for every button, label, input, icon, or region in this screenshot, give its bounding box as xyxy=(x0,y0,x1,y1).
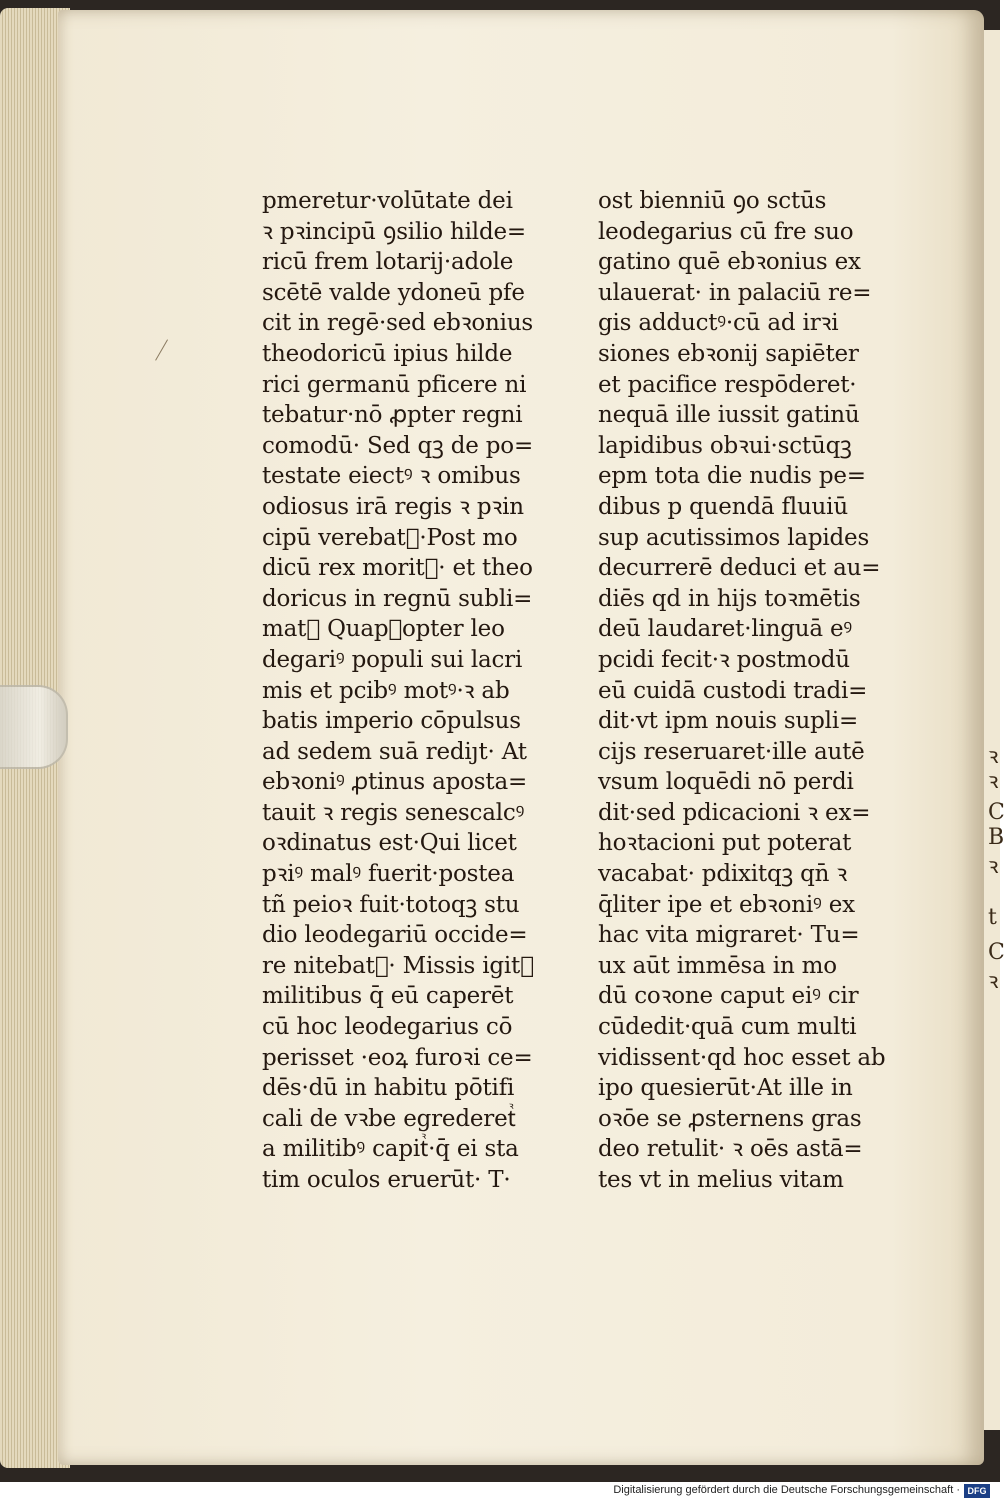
text-line: dū coꝛone caput eiꝰ cir xyxy=(598,983,859,1010)
text-line: tñ peioꝛ fuit·totoqꝫ stu xyxy=(262,891,520,918)
text-line: tebatur·nō ꝓpter regni xyxy=(262,402,523,429)
text-line: pcidi fecit·ꝛ postmodū xyxy=(598,646,850,673)
footer-bar xyxy=(0,1482,1000,1501)
text-line: batis imperio cōpulsus xyxy=(262,708,521,735)
edge-letter: C xyxy=(988,800,1005,825)
text-line: eū cuidā custodi tradi= xyxy=(598,677,868,704)
text-line: tim oculos eruerūt· T· xyxy=(262,1167,511,1193)
text-line: diēs qd in hijs toꝛmētis xyxy=(598,585,861,612)
text-line: ipo quesierūt·At ille in xyxy=(598,1075,853,1102)
text-line: pmeretur·volūtate dei xyxy=(262,188,513,214)
text-line: dit·sed pdicacioni ꝛ ex= xyxy=(598,799,871,826)
edge-letter: B xyxy=(988,825,1005,850)
edge-letter: ꝛ xyxy=(988,969,999,994)
text-line: hoꝛtacioni put poterat xyxy=(598,830,852,857)
text-line: q̄liter ipe et ebꝛoniꝰ ex xyxy=(598,891,855,918)
text-line: cū hoc leodegarius cō xyxy=(262,1014,513,1041)
right-text-column xyxy=(598,186,888,1196)
text-line: siones ebꝛonij sapiēter xyxy=(598,340,859,367)
text-line: deū laudaret·linguā eꝰ xyxy=(598,616,853,643)
text-line: doricus in regnū subli= xyxy=(262,585,533,612)
text-line: dicū rex moritᷣ· et theo xyxy=(262,555,533,582)
text-line: cit in regē·sed ebꝛonius xyxy=(262,310,534,337)
text-line: tes vt in melius vitam xyxy=(598,1167,844,1193)
text-line: ost bienniū ꝯo sctūs xyxy=(598,188,827,214)
text-line: deo retulit· ꝛ oēs astā= xyxy=(598,1136,863,1163)
text-line: ad sedem suā rediȷt· At xyxy=(262,738,527,765)
edge-letter: C xyxy=(988,940,1005,965)
text-line: odiosus irā regis ꝛ pꝛin xyxy=(262,493,524,520)
text-line: ebꝛoniꝰ ꝓtinus aposta= xyxy=(262,769,528,796)
text-line: militibus q̄ eū caperēt xyxy=(262,983,514,1010)
funding-credit: Digitalisierung gefördert durch die Deutsche Forschungsgemeinschaft · xyxy=(613,1484,960,1496)
left-text-column xyxy=(262,186,562,1196)
text-line: cipū verebatᷣ·Post mo xyxy=(262,524,518,551)
text-line: cūdedit·quā cum multi xyxy=(598,1014,857,1041)
text-line: cali de vꝛbe egrederetᷣ xyxy=(262,1105,516,1132)
text-line: ulauerat· in palaciū re= xyxy=(598,279,872,306)
text-line: scētē valde ydoneū pfe xyxy=(262,279,525,306)
text-line: vsum loquēdi nō perdi xyxy=(598,769,854,796)
text-line: ꝛ pꝛincipū ꝯsilio hilde= xyxy=(262,218,526,245)
text-line: matᷣ Quapꝛopter leo xyxy=(262,616,505,643)
text-line: dēs·dū in habitu pōtifi xyxy=(262,1075,515,1102)
text-line: cijs reseruaret·ille autē xyxy=(598,738,865,765)
text-line: leodegarius cū fre suo xyxy=(598,218,854,245)
text-line: oꝛōe se ꝓsternens gras xyxy=(598,1105,862,1132)
text-line: hac vita migraret· Tu= xyxy=(598,922,860,949)
text-line: vacabat· pdixitqꝫ qn̄ ꝛ xyxy=(598,861,848,888)
text-line: oꝛdinatus est·Qui licet xyxy=(262,830,517,857)
text-line: pꝛiꝰ malꝰ fuerit·postea xyxy=(262,861,515,888)
text-line: dio leodegariū occide= xyxy=(262,922,528,949)
text-line: perisset ·eoꝝ furoꝛi ce= xyxy=(262,1044,533,1071)
text-line: ricū frem lotarij·adole xyxy=(262,249,514,276)
page-clip xyxy=(0,685,68,769)
text-line: sup acutissimos lapides xyxy=(598,524,870,551)
text-line: re nitebatᷣ· Missis igitᷣ xyxy=(262,952,534,979)
text-line: epm tota die nudis pe= xyxy=(598,463,866,490)
text-line: comodū· Sed qꝫ de po= xyxy=(262,432,534,459)
text-line: rici germanū pficere ni xyxy=(262,371,527,398)
text-line: vidissent·qd hoc esset ab xyxy=(598,1044,886,1071)
text-line: tauit ꝛ regis senescalcꝰ xyxy=(262,799,525,826)
text-line: et pacifice respōderet· xyxy=(598,371,857,398)
text-line: mis et pcibꝰ motꝰ·ꝛ ab xyxy=(262,677,510,704)
text-line: dibus p quendā fluuiū xyxy=(598,493,848,520)
edge-letter: ꝛ xyxy=(988,854,999,879)
text-line: lapidibus obꝛui·sctūqꝫ xyxy=(598,432,852,459)
text-line: decurrerē deduci et au= xyxy=(598,555,881,582)
text-line: degariꝰ populi sui lacri xyxy=(262,646,523,673)
text-line: a militibꝰ capitᷣ·q̄ ei sta xyxy=(262,1136,519,1163)
right-page-edge xyxy=(984,30,1000,1430)
text-line: gis adductꝰ·cū ad irꝛi xyxy=(598,310,839,337)
text-line: nequā ille iussit gatinū xyxy=(598,402,860,429)
edge-letter: ꝛ xyxy=(988,744,999,769)
text-line: dit·vt ipm nouis supli= xyxy=(598,708,859,735)
edge-letter: ꝛ xyxy=(988,769,999,794)
text-line: testate eiectꝰ ꝛ omibus xyxy=(262,463,521,490)
edge-letter: t xyxy=(988,905,997,930)
text-line: theodoricū ipius hilde xyxy=(262,340,513,367)
dfg-logo-icon: DFG xyxy=(964,1484,990,1498)
text-line: gatino quē ebꝛonius ex xyxy=(598,249,861,276)
text-line: ux aūt immēsa in mo xyxy=(598,952,837,979)
